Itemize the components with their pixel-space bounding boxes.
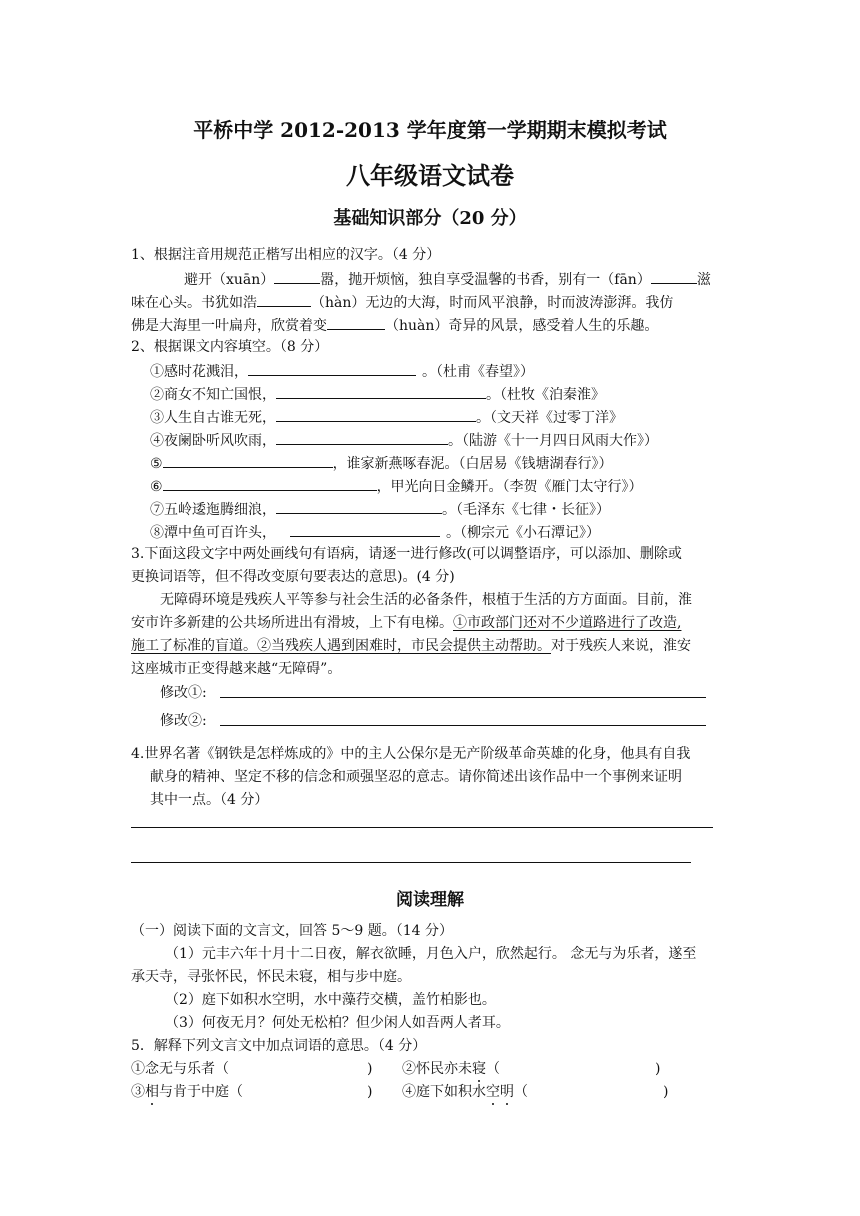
answer-blank[interactable] <box>276 499 442 514</box>
q2-item: ⑧潭中鱼可百许头， 。（柳宗元《小石潭记》） <box>150 522 600 542</box>
q2-item: ②商女不知亡国恨， 。（杜牧《泊秦淮》 <box>150 384 605 404</box>
answer-blank[interactable] <box>290 522 440 537</box>
answer-blank[interactable] <box>276 430 448 445</box>
emphasis-dot-char: 寝 <box>472 1061 486 1077</box>
classical-text-line-1: （1）元丰六年十月十二日夜，解衣欲睡，月色入户，欣然起行。 念无与为乐者，遂至 <box>165 946 697 962</box>
q3-fix-2-label: 修改②: <box>160 713 207 729</box>
q2-item: ③人生自古谁无死， 。（文天祥《过零丁洋》 <box>150 407 623 427</box>
answer-blank[interactable] <box>163 476 377 491</box>
q3-fix-1-answer-line[interactable] <box>220 697 706 698</box>
q2-item: ⑦五岭逶迤腾细浪， 。（毛泽东《七律・长征》） <box>150 499 610 519</box>
school-title: 平桥中学 2012-2013 学年度第一学期期末模拟考试 <box>193 118 667 142</box>
q3-paragraph-line-4: 这座城市正变得越来越“无障碍”。 <box>131 661 342 677</box>
answer-blank[interactable] <box>163 453 333 468</box>
q4-answer-line-1[interactable] <box>131 827 713 828</box>
q5-close-paren: ) <box>367 1061 373 1077</box>
q1-line-3: 佛是大海里一叶扁舟，欣赏着变 （huàn）奇异的风景，感受着人生的乐趣。 <box>131 315 658 335</box>
answer-blank[interactable] <box>276 407 476 422</box>
q3-fix-2-answer-line[interactable] <box>220 725 706 726</box>
q5-close-paren: ) <box>367 1084 373 1100</box>
q5-item-3: ③相与肯于中庭（ <box>131 1084 243 1100</box>
q3-prompt-line-2: 更换词语等，但不得改变原句要表达的意思)。(4 分) <box>131 569 455 585</box>
section-title: 基础知识部分（20 分） <box>333 208 527 229</box>
classical-text-line-3: （2）庭下如积水空明，水中藻荇交横，盖竹柏影也。 <box>165 992 496 1008</box>
q2-item: ⑥ ，甲光向日金鳞开。（李贺《雁门太守行》） <box>150 476 643 496</box>
q3-paragraph-line-2: 安市许多新建的公共场所进出有滑坡，上下有电梯。①市政部门还对不少道路进行了改造, <box>131 615 682 631</box>
q5-item-1: ①念无与乐者（ <box>131 1061 229 1077</box>
q2-item: ①感时花溅泪， 。（杜甫《春望》） <box>150 361 534 381</box>
q1-line-2: 味在心头。书犹如浩 （hàn）无边的大海，时而风平浪静，时而波涛澎湃。我仿 <box>131 292 673 312</box>
q3-prompt-line-1: 3.下面这段文字中两处画线句有语病，请逐一进行修改(可以调整语序，可以添加、删除或 <box>131 546 682 562</box>
answer-blank[interactable] <box>276 384 486 399</box>
emphasis-dot-char: 明 <box>500 1084 514 1100</box>
classical-text-line-4: （3）何夜无月？何处无松柏？但少闲人如吾两人者耳。 <box>165 1015 510 1031</box>
emphasis-dot-char: 相 <box>145 1084 159 1100</box>
q5-close-paren: ) <box>655 1061 661 1077</box>
q4-line-2: 献身的精神、坚定不移的信念和顽强坚忍的意志。请你简述出该作品中一个事例来证明 <box>150 769 682 785</box>
answer-blank[interactable] <box>327 315 385 330</box>
answer-blank[interactable] <box>274 269 320 284</box>
emphasis-dot-char: 空 <box>486 1084 500 1100</box>
q1-prompt: 1、根据注音用规范正楷写出相应的汉字。（4 分） <box>131 247 441 263</box>
classical-text-line-2: 承天寺，寻张怀民，怀民未寝，相与步中庭。 <box>131 969 411 985</box>
reading-title: 阅读理解 <box>396 890 464 910</box>
q5-prompt: 5．解释下列文言文中加点词语的意思。（4 分） <box>131 1038 427 1054</box>
paper-title: 八年级语文试卷 <box>346 161 514 190</box>
q4-answer-line-2[interactable] <box>131 862 691 863</box>
q2-item: ④夜阑卧听风吹雨， 。（陆游《十一月四日风雨大作》） <box>150 430 658 450</box>
q1-line-1: 避开（xuān） 嚣，抛开烦恼，独自享受温馨的书香，别有一（fān） 滋 <box>184 269 711 289</box>
q3-paragraph-line-3: 施工了标准的盲道。②当残疾人遇到困难时，市民会提供主动帮助。对于残疾人来说，淮安 <box>131 638 691 654</box>
q4-line-1: 4.世界名著《钢铁是怎样炼成的》中的主人公保尔是无产阶级革命英雄的化身，他具有自我 <box>131 746 691 762</box>
q3-fix-1-label: 修改①: <box>160 685 207 701</box>
q5-close-paren: ) <box>663 1084 669 1100</box>
q4-line-3: 其中一点。（4 分） <box>150 792 269 808</box>
q3-paragraph-line-1: 无障碍环境是残疾人平等参与社会生活的必备条件，根植于生活的方方面面。目前，淮 <box>160 592 692 608</box>
reading-intro: （一）阅读下面的文言文，回答 5～9 题。（14 分） <box>131 923 453 939</box>
q2-prompt: 2、根据课文内容填空。（8 分） <box>131 339 329 355</box>
answer-blank[interactable] <box>248 361 416 376</box>
answer-blank[interactable] <box>257 292 311 307</box>
q2-item: ⑤ ，谁家新燕啄春泥。（白居易《钱塘湖春行》） <box>150 453 613 473</box>
q5-item-4: ④庭下如积水空明（ <box>402 1084 528 1100</box>
answer-blank[interactable] <box>651 269 697 284</box>
q5-item-2: ②怀民亦未寝（ <box>402 1061 500 1077</box>
